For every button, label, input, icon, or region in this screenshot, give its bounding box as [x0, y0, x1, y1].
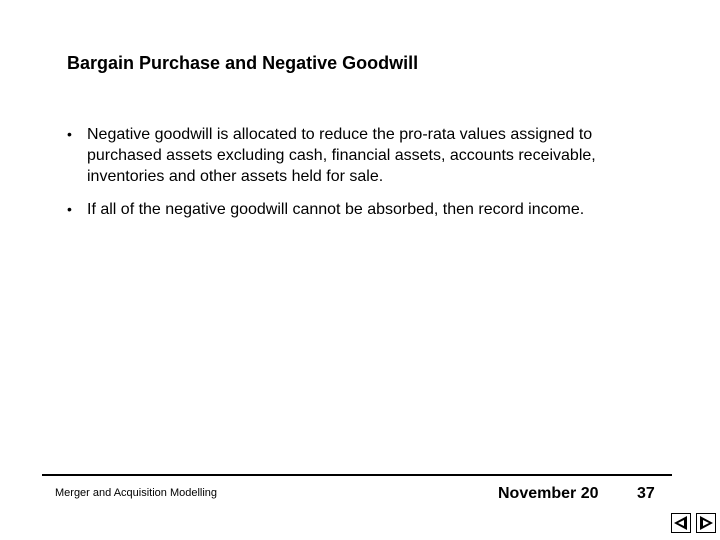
footer-course-title: Merger and Acquisition Modelling — [55, 487, 218, 499]
previous-slide-button[interactable] — [671, 513, 691, 533]
bullet-text: If all of the negative goodwill cannot be absorbed, then record income. — [87, 201, 585, 218]
slide-title: Bargain Purchase and Negative Goodwill — [67, 53, 419, 73]
bullet-text: Negative goodwill is allocated to reduce the pro-rata values assigned to purchased assets excluding cash, financial assets, accounts receivable, inventories and other assets held for sale. — [87, 126, 596, 185]
bullet-item — [67, 124, 627, 187]
bullet-item — [67, 199, 627, 220]
footer-divider — [42, 474, 672, 476]
triangle-left-icon — [672, 514, 690, 532]
triangle-right-icon — [697, 514, 715, 532]
bullet-marker: • — [67, 126, 72, 142]
next-slide-button[interactable] — [696, 513, 716, 533]
footer-date: November 20 — [498, 485, 599, 502]
page-number: 37 — [637, 485, 655, 502]
bullet-marker: • — [67, 201, 72, 217]
bullet-list — [67, 124, 627, 232]
